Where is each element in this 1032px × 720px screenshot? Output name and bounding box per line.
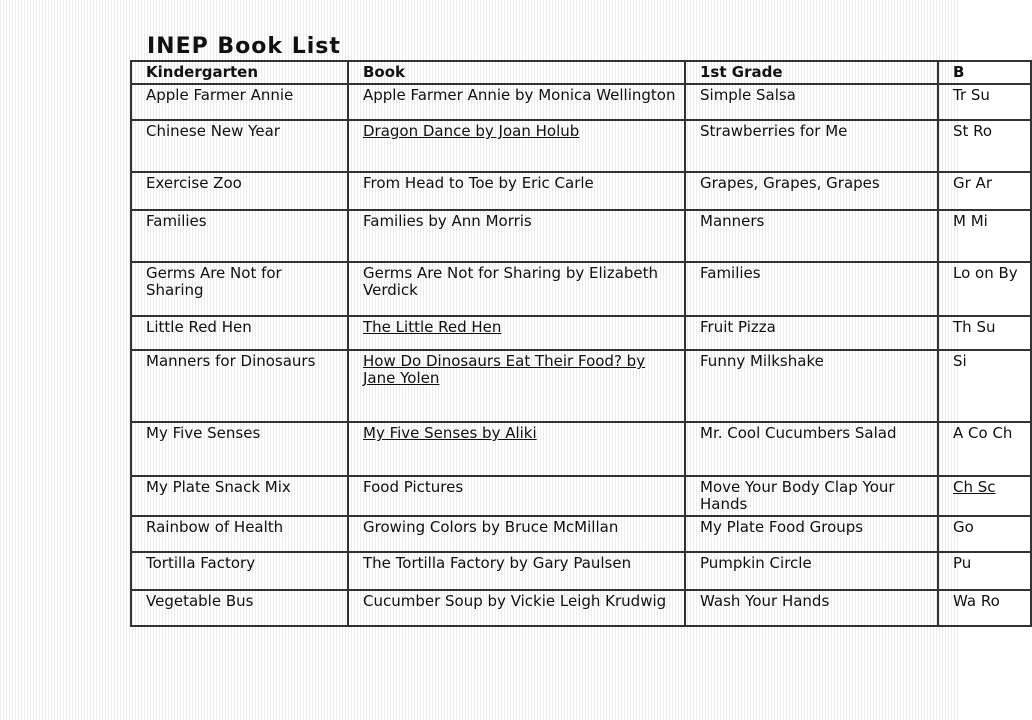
header-book-2: B — [938, 61, 1031, 84]
cell-book-2: Gr Ar — [938, 172, 1031, 210]
cell-1st-grade: Wash Your Hands — [685, 590, 938, 626]
cell-book: Food Pictures — [348, 476, 685, 516]
cell-book-2: Th Su — [938, 316, 1031, 350]
cell-book: From Head to Toe by Eric Carle — [348, 172, 685, 210]
table-row — [131, 316, 1031, 350]
cell-book: Cucumber Soup by Vickie Leigh Krudwig — [348, 590, 685, 626]
cell-1st-grade: Funny Milkshake — [685, 350, 938, 422]
header-1st-grade: 1st Grade — [685, 61, 938, 84]
cell-book[interactable]: Dragon Dance by Joan Holub — [348, 120, 685, 172]
cell-book: Families by Ann Morris — [348, 210, 685, 262]
cell-kindergarten: My Five Senses — [131, 422, 348, 476]
cell-kindergarten: Rainbow of Health — [131, 516, 348, 552]
header-row — [131, 61, 1031, 84]
table-row — [131, 172, 1031, 210]
cell-1st-grade: Mr. Cool Cucumbers Salad — [685, 422, 938, 476]
cell-book-2: Pu — [938, 552, 1031, 590]
page-title: INEP Book List — [147, 34, 341, 59]
cell-book: The Tortilla Factory by Gary Paulsen — [348, 552, 685, 590]
header-kindergarten: Kindergarten — [131, 61, 348, 84]
table-row — [131, 516, 1031, 552]
table-row — [131, 422, 1031, 476]
cell-kindergarten: Chinese New Year — [131, 120, 348, 172]
cell-book: Growing Colors by Bruce McMillan — [348, 516, 685, 552]
table-row — [131, 590, 1031, 626]
cell-book-2: Tr Su — [938, 84, 1031, 120]
cell-1st-grade: Move Your Body Clap Your Hands — [685, 476, 938, 516]
cell-1st-grade: Simple Salsa — [685, 84, 938, 120]
header-book: Book — [348, 61, 685, 84]
cell-book: Germs Are Not for Sharing by Elizabeth Verdick — [348, 262, 685, 316]
cell-kindergarten: Germs Are Not for Sharing — [131, 262, 348, 316]
cell-book[interactable]: My Five Senses by Aliki — [348, 422, 685, 476]
cell-book-2: Wa Ro — [938, 590, 1031, 626]
cell-1st-grade: Pumpkin Circle — [685, 552, 938, 590]
book-list-table-container — [130, 60, 1018, 625]
table-row — [131, 120, 1031, 172]
table-row — [131, 210, 1031, 262]
cell-1st-grade: Strawberries for Me — [685, 120, 938, 172]
cell-book-2: A Co Ch — [938, 422, 1031, 476]
cell-1st-grade: My Plate Food Groups — [685, 516, 938, 552]
cell-kindergarten: Tortilla Factory — [131, 552, 348, 590]
cell-book-2: Lo on By — [938, 262, 1031, 316]
cell-book: Apple Farmer Annie by Monica Wellington — [348, 84, 685, 120]
cell-book-2: Si — [938, 350, 1031, 422]
cell-kindergarten: Exercise Zoo — [131, 172, 348, 210]
cell-book-2: Go — [938, 516, 1031, 552]
table-row — [131, 262, 1031, 316]
table-row — [131, 84, 1031, 120]
cell-kindergarten: Manners for Dinosaurs — [131, 350, 348, 422]
cell-book-2: M Mi — [938, 210, 1031, 262]
cell-1st-grade: Grapes, Grapes, Grapes — [685, 172, 938, 210]
cell-1st-grade: Families — [685, 262, 938, 316]
book-list-table — [130, 60, 1032, 627]
table-row — [131, 350, 1031, 422]
cell-kindergarten: Families — [131, 210, 348, 262]
cell-1st-grade: Manners — [685, 210, 938, 262]
cell-book[interactable]: The Little Red Hen — [348, 316, 685, 350]
table-row — [131, 552, 1031, 590]
cell-kindergarten: Little Red Hen — [131, 316, 348, 350]
cell-1st-grade: Fruit Pizza — [685, 316, 938, 350]
table-row — [131, 476, 1031, 516]
cell-kindergarten: Vegetable Bus — [131, 590, 348, 626]
cell-kindergarten: Apple Farmer Annie — [131, 84, 348, 120]
cell-book-2: St Ro — [938, 120, 1031, 172]
cell-book-2[interactable]: Ch Sc — [938, 476, 1031, 516]
cell-kindergarten: My Plate Snack Mix — [131, 476, 348, 516]
cell-book[interactable]: How Do Dinosaurs Eat Their Food? by Jane Yolen — [348, 350, 685, 422]
